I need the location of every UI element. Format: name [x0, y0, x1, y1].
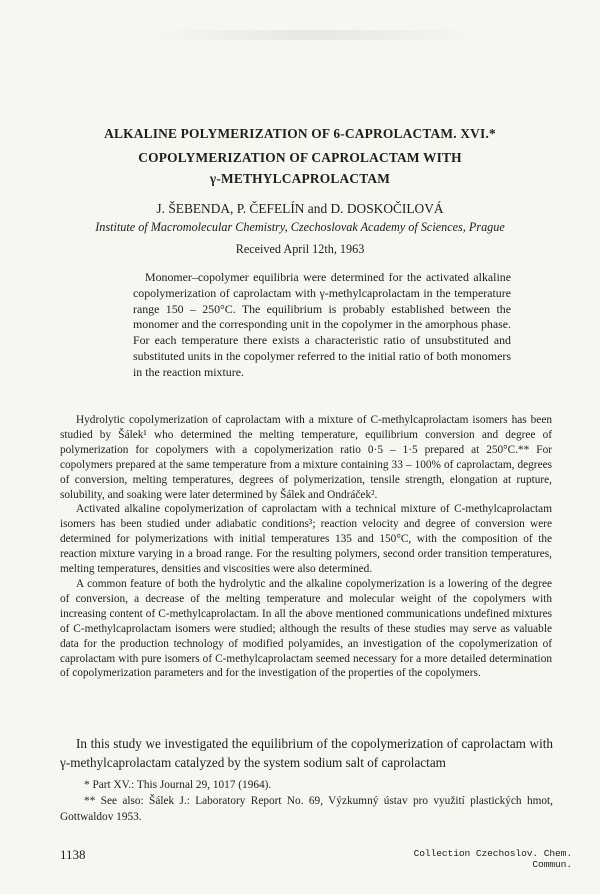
body-paragraph: A common feature of both the hydrolytic and the alkaline copolymerization is a lowering of the degree of conversion, a decrease of the melting temperature and molecular weight of the copolymers with increasing content of C-methylcaprolactam. In all the above mentioned communications undefined mixtures of C-methylcaprolactam isomers were studied; although the results of these studies may serve as valuable data for the production technology of modified polyamides, an investigation of the copolymerization of caprolactam with pure isomers of C-methylcaprolactam seemed necessary for a more detailed determination of copolymerization parameters and for the investigation of the properties of the copolymers.	[60, 577, 552, 680]
abstract: Monomer–copolymer equilibria were determined for the activated alkaline copolymerization of caprolactam with γ-methylcaprolactam in the temperature range 150 – 250°C. The equilibrium is probably established between the monomer and the corresponding unit in the copolymer in the amorphous phase. For each temperature there exists a characteristic ratio of unsubstituted and substituted units in the copolymer referred to the initial ratio of both monomers in the reaction mixture.	[133, 270, 511, 379]
footnotes	[60, 777, 553, 825]
institution: Institute of Macromolecular Chemistry, Czechoslovak Academy of Sciences, Prague	[95, 220, 505, 234]
footnote: ** See also: Šálek J.: Laboratory Report No. 69, Výzkumný ústav pro využití plastických hmot, Gottwaldov 1953.	[60, 795, 553, 823]
title-line-3: γ-METHYLCAPROLACTAM	[209, 171, 391, 186]
title-line-2: COPOLYMERIZATION OF CAPROLACTAM WITH	[138, 150, 462, 165]
title-line-1: ALKALINE POLYMERIZATION OF 6-CAPROLACTAM. XVI.*	[104, 126, 496, 141]
body-paragraph: In this study we investigated the equilibrium of the copolymerization of caprolactam with γ-methylcaprolactam catalyzed by the system sodium salt of caprolactam	[60, 736, 553, 770]
body-text	[60, 413, 552, 681]
body-paragraph: Activated alkaline copolymerization of caprolactam with a technical mixture of C-methylcaprolactam isomers has been studied under adiabatic conditions³; reaction velocity and degree of conversion were determined for polymerizations with initial temperatures 135 and 150°C, with the composition of the reaction mixture varying in a broad range. For the resulting polymers, second order transition temperatures, melting temperatures, densities and viscosities were also determined.	[60, 503, 552, 576]
bleed-through-shadow	[150, 30, 480, 40]
authors: J. ŠEBENDA, P. ČEFELÍN and D. DOSKOČILOVÁ	[156, 201, 444, 216]
received-date: Received April 12th, 1963	[235, 242, 365, 256]
page-number: 1138	[60, 847, 86, 862]
footnote: * Part XV.: This Journal 29, 1017 (1964).	[84, 779, 272, 791]
body-text-continued	[60, 734, 553, 772]
journal-reference: Collection Czechoslov. Chem. Commun.	[413, 848, 572, 870]
body-paragraph: Hydrolytic copolymerization of caprolactam with a mixture of C-methylcaprolactam isomers has been studied by Šálek¹ who determined the melting temperature, equilibrium conversion and degree of polymerization for copolymers with a copolymerization ratio 0·5 – 1·5 prepared at 250°C.** For copolymers prepared at the same temperature from a mixture containing 33 – 100% of caprolactam, degrees of conversion, melting temperatures, degrees of polymerization, tensile strength, elongation at rupture, solubility, and soaking were later determined by Šálek and Ondráček².	[60, 414, 552, 501]
